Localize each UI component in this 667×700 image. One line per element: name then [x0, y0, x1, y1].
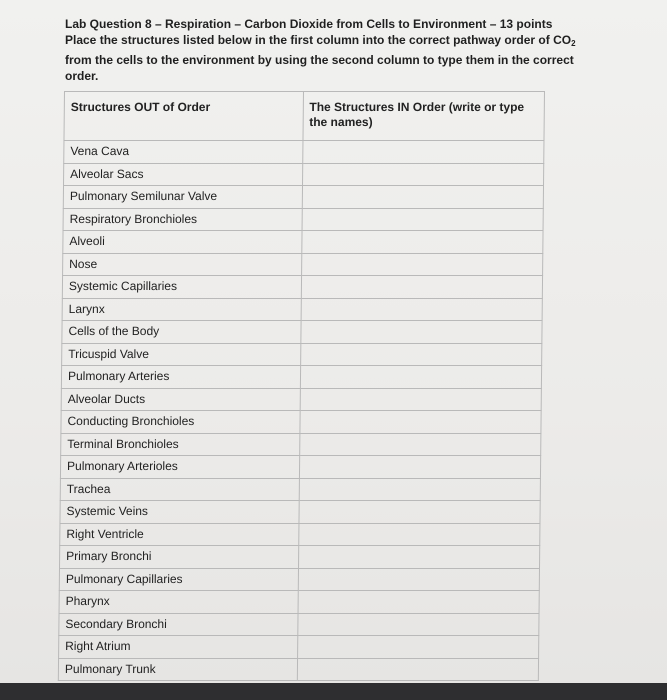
structure-out-of-order-cell: Vena Cava: [64, 141, 303, 164]
structure-in-order-answer-cell[interactable]: [299, 433, 541, 456]
header-out-of-order: Structures OUT of Order: [64, 92, 303, 141]
structure-out-of-order-cell: Terminal Bronchioles: [61, 433, 300, 456]
structure-out-of-order-cell: Trachea: [60, 478, 299, 501]
structure-out-of-order-cell: Alveolar Ducts: [61, 388, 300, 411]
table-row: [60, 478, 540, 501]
background-edge: [0, 683, 667, 700]
table-row: [64, 163, 544, 186]
table-row: [61, 366, 541, 389]
structures-table: [58, 91, 545, 681]
table-row: [63, 186, 543, 209]
structure-out-of-order-cell: Tricuspid Valve: [62, 343, 301, 366]
table-row: [64, 141, 544, 164]
structure-out-of-order-cell: Right Ventricle: [60, 523, 299, 546]
table-row: [60, 546, 540, 569]
structure-in-order-answer-cell[interactable]: [302, 208, 544, 231]
table-row: [59, 636, 539, 659]
table-row: [62, 298, 542, 321]
heading-line-2: [65, 32, 625, 52]
structure-in-order-answer-cell[interactable]: [300, 321, 542, 344]
structure-out-of-order-cell: Pulmonary Arterioles: [60, 456, 299, 479]
table-row: [62, 276, 542, 299]
structure-in-order-answer-cell[interactable]: [302, 186, 544, 209]
structure-out-of-order-cell: Pulmonary Capillaries: [59, 568, 298, 591]
structure-in-order-answer-cell[interactable]: [302, 163, 544, 186]
table-row: [59, 568, 539, 591]
question-heading: [65, 16, 625, 84]
heading-line-1: Lab Question 8 – Respiration – Carbon Dioxide from Cells to Environment – 13 points: [65, 17, 553, 31]
structure-out-of-order-cell: Primary Bronchi: [60, 546, 299, 569]
structure-out-of-order-cell: Systemic Capillaries: [62, 276, 301, 299]
table-row: [59, 591, 539, 614]
structure-in-order-answer-cell[interactable]: [297, 636, 539, 659]
structure-in-order-answer-cell[interactable]: [300, 411, 542, 434]
structure-in-order-answer-cell[interactable]: [301, 298, 543, 321]
structure-in-order-answer-cell[interactable]: [298, 546, 540, 569]
table-row: [62, 321, 542, 344]
structure-in-order-answer-cell[interactable]: [298, 568, 540, 591]
structure-in-order-answer-cell[interactable]: [300, 388, 542, 411]
structure-out-of-order-cell: Alveoli: [63, 231, 302, 254]
structure-out-of-order-cell: Alveolar Sacs: [64, 163, 303, 186]
heading-line-4: order.: [65, 69, 99, 83]
structure-in-order-answer-cell[interactable]: [300, 366, 542, 389]
structure-in-order-answer-cell[interactable]: [298, 591, 540, 614]
table-row: [60, 523, 540, 546]
structure-out-of-order-cell: Larynx: [62, 298, 301, 321]
table-header-row: [64, 92, 545, 141]
structure-in-order-answer-cell[interactable]: [299, 478, 541, 501]
table-row: [61, 388, 541, 411]
table-row: [58, 658, 538, 681]
structure-out-of-order-cell: Nose: [63, 253, 302, 276]
structure-out-of-order-cell: Conducting Bronchioles: [61, 411, 300, 434]
table-row: [63, 231, 543, 254]
co2-subscript: 2: [571, 39, 576, 48]
header-in-order: The Structures IN Order (write or type the names): [303, 92, 545, 141]
structure-out-of-order-cell: Pulmonary Trunk: [58, 658, 297, 681]
structure-in-order-answer-cell[interactable]: [299, 501, 541, 524]
structure-out-of-order-cell: Pharynx: [59, 591, 298, 614]
table-row: [63, 253, 543, 276]
table-body: [58, 141, 544, 681]
structure-in-order-answer-cell[interactable]: [298, 523, 540, 546]
structure-in-order-answer-cell[interactable]: [297, 613, 539, 636]
table-row: [60, 456, 540, 479]
structure-in-order-answer-cell[interactable]: [301, 231, 543, 254]
structure-in-order-answer-cell[interactable]: [301, 253, 543, 276]
structure-out-of-order-cell: Right Atrium: [59, 636, 298, 659]
structure-in-order-answer-cell[interactable]: [301, 276, 543, 299]
structure-in-order-answer-cell[interactable]: [300, 343, 542, 366]
structure-in-order-answer-cell[interactable]: [302, 141, 544, 164]
table-row: [61, 411, 541, 434]
structure-out-of-order-cell: Pulmonary Semilunar Valve: [63, 186, 302, 209]
table-row: [61, 433, 541, 456]
structure-out-of-order-cell: Pulmonary Arteries: [61, 366, 300, 389]
table-row: [63, 208, 543, 231]
heading-line-2-text: Place the structures listed below in the first column into the correct pathway order of CO: [65, 33, 572, 47]
table-row: [59, 613, 539, 636]
structure-out-of-order-cell: Cells of the Body: [62, 321, 301, 344]
structure-out-of-order-cell: Systemic Veins: [60, 501, 299, 524]
structure-in-order-answer-cell[interactable]: [299, 456, 541, 479]
structure-out-of-order-cell: Secondary Bronchi: [59, 613, 298, 636]
table-row: [62, 343, 542, 366]
structure-out-of-order-cell: Respiratory Bronchioles: [63, 208, 302, 231]
heading-line-3: from the cells to the environment by using the second column to type them in the correct: [65, 53, 574, 67]
table-row: [60, 501, 540, 524]
structure-in-order-answer-cell[interactable]: [297, 658, 539, 681]
